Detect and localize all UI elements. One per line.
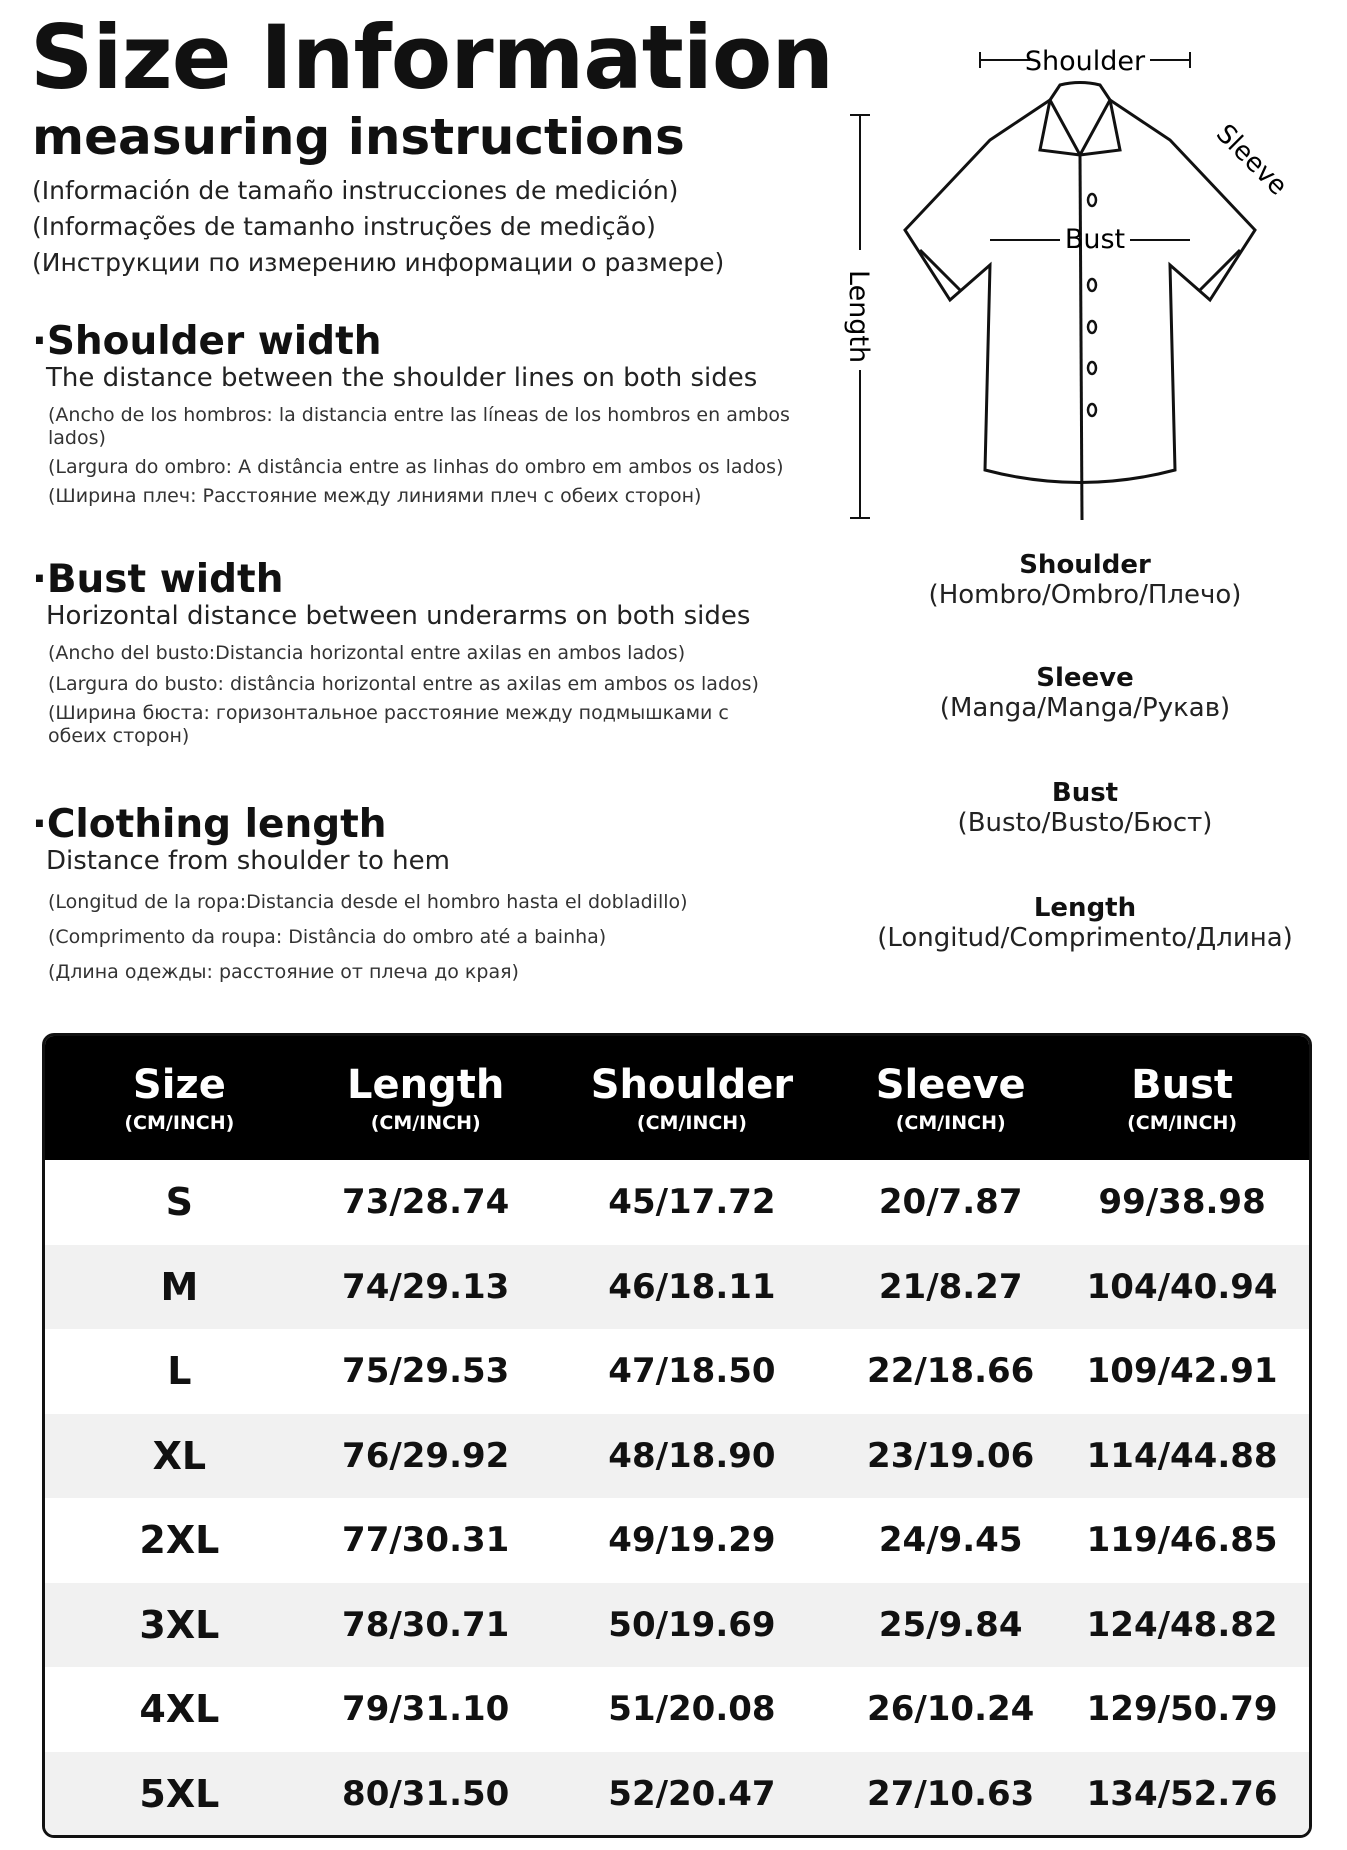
subtitle: measuring instructions	[32, 108, 685, 166]
column-header	[1055, 1036, 1309, 1160]
legend-name: Sleeve	[1036, 663, 1134, 693]
table-cell: 124/48.82	[1086, 1604, 1278, 1645]
section-description: The distance between the shoulder lines on both sides	[46, 362, 758, 393]
section-note: (Ширина плеч: Расстояние между линиями плеч с обеих сторон)	[48, 484, 702, 507]
table-cell: 48/18.90	[608, 1435, 776, 1476]
size-cell: 3XL	[139, 1602, 220, 1647]
column-title: Sleeve	[875, 1062, 1026, 1108]
column-header	[846, 1036, 1055, 1160]
translation-pt: (Informações de tamanho instruções de medição)	[32, 212, 656, 241]
section-heading: ·Shoulder width	[32, 319, 382, 364]
table-cell: 27/10.63	[867, 1773, 1035, 1814]
table-body	[45, 1160, 1309, 1836]
legend-translation: (Longitud/Comprimento/Длина)	[877, 923, 1293, 953]
section-note: (Largura do busto: distância horizontal entre as axilas em ambos os lados)	[48, 672, 759, 695]
section-note: (Ancho del busto:Distancia horizontal entre axilas en ambos lados)	[48, 642, 686, 665]
table-cell: 24/9.45	[878, 1520, 1023, 1561]
table-cell: 114/44.88	[1086, 1435, 1278, 1476]
column-title: Shoulder	[590, 1062, 794, 1108]
section-note: (Largura do ombro: A distância entre as linhas do ombro em ambos os lados)	[48, 455, 784, 478]
legend-name: Length	[1033, 893, 1137, 923]
column-header	[538, 1036, 847, 1160]
table-row	[45, 1667, 1309, 1752]
section-note: (Ancho de los hombros: la distancia entre las líneas de los hombros en ambos lados)	[48, 404, 790, 449]
section-description: Distance from shoulder to hem	[46, 845, 450, 876]
legend-translation: (Hombro/Ombro/Плечо)	[928, 580, 1242, 610]
legend-translation: (Manga/Manga/Рукав)	[939, 693, 1231, 723]
section-clothing-length	[32, 802, 792, 984]
column-title: Bust	[1131, 1062, 1234, 1108]
table-cell: 22/18.66	[867, 1351, 1035, 1392]
table-cell: 75/29.53	[342, 1351, 510, 1392]
table-header	[45, 1036, 1309, 1160]
table-cell: 26/10.24	[867, 1689, 1035, 1730]
size-cell: M	[160, 1264, 199, 1309]
legend-name: Bust	[1051, 778, 1119, 808]
table-cell: 52/20.47	[608, 1773, 776, 1814]
table-cell: 129/50.79	[1086, 1689, 1278, 1730]
column-title: Size	[132, 1062, 226, 1108]
table-row	[45, 1498, 1309, 1583]
table-cell: 99/38.98	[1098, 1182, 1266, 1223]
column-title: Length	[347, 1062, 505, 1108]
table-row	[45, 1752, 1309, 1837]
table-row	[45, 1414, 1309, 1499]
table-cell: 79/31.10	[342, 1689, 510, 1730]
table-cell: 20/7.87	[878, 1182, 1023, 1223]
legend-translation: (Busto/Busto/Бюст)	[957, 808, 1213, 838]
diagram-label-bust: Bust	[1064, 224, 1126, 255]
table-row	[45, 1583, 1309, 1668]
section-shoulder-width	[32, 319, 792, 507]
table-cell: 74/29.13	[342, 1266, 510, 1307]
size-cell: S	[165, 1180, 194, 1225]
table-cell: 45/17.72	[608, 1182, 776, 1223]
table-cell: 47/18.50	[608, 1351, 776, 1392]
column-unit: (CM/INCH)	[895, 1112, 1006, 1134]
legend-sleeve	[875, 663, 1295, 723]
shirt-outline-icon	[905, 83, 1255, 521]
section-note: (Longitud de la ropa:Distancia desde el hombro hasta el dobladillo)	[48, 891, 688, 914]
table-cell: 23/19.06	[867, 1435, 1035, 1476]
diagram-label-shoulder: Shoulder	[1024, 46, 1146, 77]
table-cell: 46/18.11	[608, 1266, 776, 1307]
shirt-diagram	[830, 40, 1310, 530]
column-unit: (CM/INCH)	[1127, 1112, 1238, 1134]
table-cell: 25/9.84	[878, 1604, 1023, 1645]
table-cell: 104/40.94	[1086, 1266, 1278, 1307]
legend-shoulder	[875, 550, 1295, 610]
column-header	[314, 1036, 538, 1160]
table-cell: 134/52.76	[1086, 1773, 1278, 1814]
table-row	[45, 1160, 1309, 1245]
table-cell: 80/31.50	[342, 1773, 510, 1814]
column-unit: (CM/INCH)	[636, 1112, 747, 1134]
section-heading: ·Bust width	[32, 557, 284, 602]
table-cell: 78/30.71	[342, 1604, 510, 1645]
size-cell: 4XL	[139, 1687, 220, 1732]
translation-es: (Información de tamaño instrucciones de medición)	[32, 176, 679, 205]
table-cell: 77/30.31	[342, 1520, 510, 1561]
table-cell: 76/29.92	[342, 1435, 510, 1476]
table-cell: 50/19.69	[608, 1604, 776, 1645]
size-table	[42, 1033, 1312, 1838]
section-heading: ·Clothing length	[32, 802, 387, 847]
table-row	[45, 1245, 1309, 1330]
column-unit: (CM/INCH)	[370, 1112, 481, 1134]
legend-bust	[875, 778, 1295, 838]
section-description: Horizontal distance between underarms on both sides	[46, 600, 751, 631]
page-title: Size Information	[30, 6, 834, 109]
diagram-label-length: Length	[843, 270, 874, 364]
section-note: (Ширина бюста: горизонтальное расстояние между подмышками с обеих сторон)	[48, 701, 729, 747]
section-bust-width	[32, 557, 792, 747]
legend-name: Shoulder	[1019, 550, 1151, 580]
table-cell: 21/8.27	[878, 1266, 1023, 1307]
table-cell: 119/46.85	[1086, 1520, 1278, 1561]
table-row	[45, 1329, 1309, 1414]
table-cell: 109/42.91	[1086, 1351, 1278, 1392]
table-cell: 73/28.74	[342, 1182, 510, 1223]
diagram-label-sleeve: Sleeve	[1210, 118, 1293, 202]
size-cell: 5XL	[139, 1771, 220, 1816]
legend-length	[875, 893, 1295, 953]
column-unit: (CM/INCH)	[124, 1112, 235, 1134]
column-header	[45, 1036, 314, 1160]
table-cell: 49/19.29	[608, 1520, 776, 1561]
section-note: (Длина одежды: расстояние от плеча до края)	[48, 960, 519, 983]
size-cell: L	[167, 1349, 192, 1394]
size-cell: 2XL	[139, 1518, 220, 1563]
translation-ru: (Инструкции по измерению информации о размере)	[32, 248, 725, 277]
table-cell: 51/20.08	[608, 1689, 776, 1730]
size-cell: XL	[152, 1433, 207, 1478]
section-note: (Comprimento da roupa: Distância do ombro até a bainha)	[48, 925, 607, 948]
